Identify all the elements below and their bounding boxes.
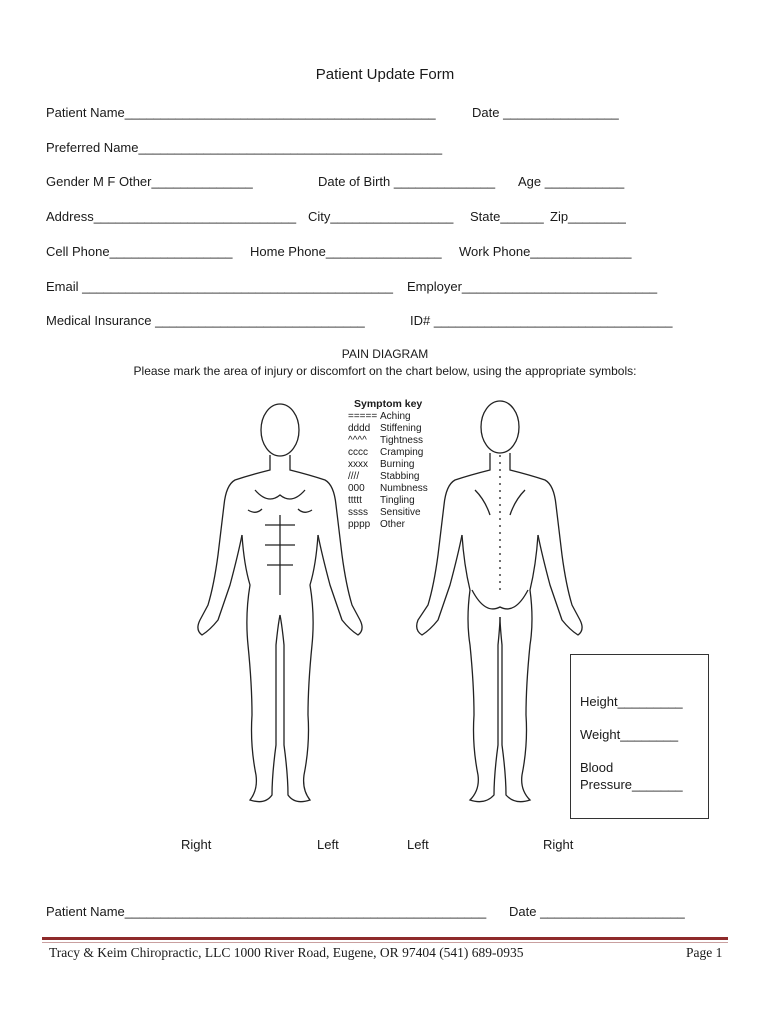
bottom-patient-name-field[interactable]: Patient Name__________________________________________________ <box>46 904 487 919</box>
date-field[interactable]: Date ________________ <box>472 105 619 120</box>
symptom-key-row: xxxx Burning <box>348 459 415 470</box>
height-field[interactable]: Height_________ <box>580 694 683 709</box>
symptom-key-row: ===== Aching <box>348 411 411 422</box>
form-title: Patient Update Form <box>315 66 455 83</box>
symptom-key-row: cccc Cramping <box>348 447 424 458</box>
blood-label: Blood <box>580 760 614 775</box>
front-body-figure[interactable] <box>198 404 362 802</box>
bottom-date-field[interactable]: Date ____________________ <box>509 904 685 919</box>
gender-field[interactable]: Gender M F Other______________ <box>46 174 253 189</box>
home-phone-field[interactable]: Home Phone________________ <box>250 244 442 259</box>
email-field[interactable]: Email ___________________________________________ <box>46 279 394 294</box>
symptom-key-row: dddd Stiffening <box>348 423 422 434</box>
back-left-label: Left <box>407 837 429 852</box>
zip-field[interactable]: Zip________ <box>550 209 626 224</box>
state-field[interactable]: State______ <box>470 209 544 224</box>
insurance-id-field[interactable]: ID# _________________________________ <box>410 313 673 328</box>
symptom-key <box>348 411 428 531</box>
patient-name-field[interactable]: Patient Name___________________________________________ <box>46 105 436 120</box>
symptom-key-row: ^^^^ Tightness <box>348 435 423 446</box>
pain-diagram-instructions: Please mark the area of injury or discomfort on the chart below, using the appropriate symbols: <box>133 364 637 378</box>
medical-insurance-field[interactable]: Medical Insurance _____________________________ <box>46 313 365 328</box>
back-right-label: Right <box>543 837 574 852</box>
date-of-birth-field[interactable]: Date of Birth ______________ <box>318 174 496 189</box>
weight-field[interactable]: Weight________ <box>580 727 679 742</box>
age-field[interactable]: Age ___________ <box>518 174 625 189</box>
city-field[interactable]: City_________________ <box>308 209 454 224</box>
back-body-figure[interactable] <box>417 401 582 802</box>
cell-phone-field[interactable]: Cell Phone_________________ <box>46 244 233 259</box>
symptom-key-row: 000 Numbness <box>348 483 428 494</box>
symptom-key-title: Symptom key <box>354 398 423 410</box>
symptom-key-row: ssss Sensitive <box>348 507 421 518</box>
symptom-key-row: ttttt Tingling <box>348 495 415 506</box>
symptom-key-row: //// Stabbing <box>348 471 420 482</box>
front-right-label: Right <box>181 837 212 852</box>
blood-pressure-field[interactable]: Pressure_______ <box>580 777 683 792</box>
page-number: Page 1 <box>686 945 723 960</box>
footer-rule <box>42 937 728 940</box>
employer-field[interactable]: Employer___________________________ <box>407 279 658 294</box>
footer-rule-thin <box>42 942 728 943</box>
symptom-key-row: pppp Other <box>348 519 406 530</box>
address-field[interactable]: Address____________________________ <box>46 209 297 224</box>
front-left-label: Left <box>317 837 339 852</box>
pain-diagram-heading: PAIN DIAGRAM <box>341 347 429 361</box>
footer-company: Tracy & Keim Chiropractic, LLC 1000 River Road, Eugene, OR 97404 (541) 689-0935 <box>49 945 524 960</box>
preferred-name-field[interactable]: Preferred Name__________________________________________ <box>46 140 443 155</box>
work-phone-field[interactable]: Work Phone______________ <box>459 244 632 259</box>
